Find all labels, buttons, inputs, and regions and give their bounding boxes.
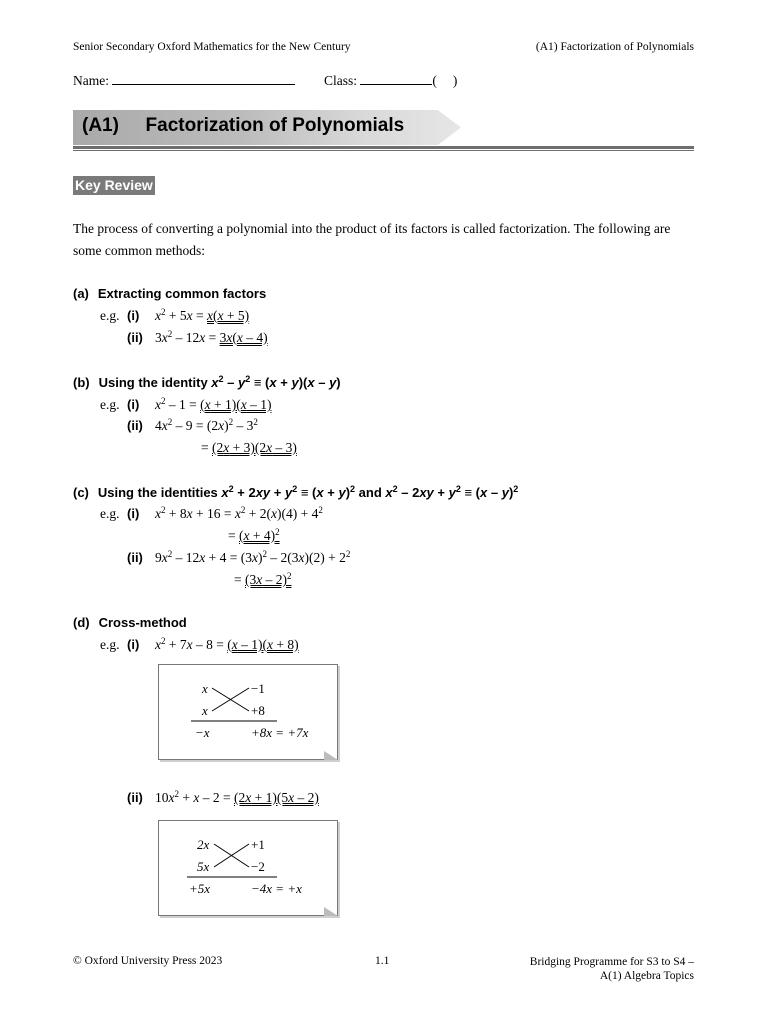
name-field [73,72,295,89]
section-a-title: Extracting common factors [97,286,267,301]
class-field [324,72,457,89]
eq-b-i: $x^2 - 1 = (x + 1)(x - 1)$ [155,396,272,412]
footer-copyright: © Oxford University Press 2023 [73,955,223,967]
name-blank [112,72,295,85]
intro-paragraph: The process of converting a polynomial into the product of its factors is called factorization. The following are some common methods: [73,221,671,258]
sub-c-ii: (ii) [127,550,143,565]
cross-method-box-2 [158,820,338,916]
cross1-bottom-right: +8 [251,703,265,718]
cross-method-box-1 [158,664,338,760]
cross2-x-lines [159,821,337,915]
eq-b-ii: $4x^2 - 9 = (2x)^2 - 3^2$ [155,417,258,433]
cross1-x-lines [159,665,337,759]
page-title [82,115,404,137]
eq-a-ii: $3x^2 - 12x = 3x(x - 4)$ [155,329,268,345]
cross1-sum-right: +8x = +7x [251,725,309,740]
sub-b-ii: (ii) [127,418,143,433]
section-b-label: (b) [73,375,90,390]
class-no-close: ) [452,73,458,88]
sub-b-i: (i) [127,397,140,412]
section-b-title: Using the identity [98,375,212,390]
section-c-label: (c) [73,485,89,500]
eq-d-i: $x^2 + 7x - 8 = (x - 1)(x + 8)$ [155,636,299,652]
running-header-chapter: (A1) Factorization of Polynomials [535,41,694,53]
section-c-heading: (c) Using the identities $x^2 + 2xy + y^2 \equiv (x + y)^2$ and $x^2 - 2xy + y^2 \equiv (x - y)^2$ [73,484,519,500]
section-c-title: Using the identities [97,485,222,500]
footer-series-line2: A(1) Algebra Topics [599,970,694,982]
cross1-top-left: x [202,681,208,696]
title-code: (A1) [82,115,119,136]
key-review-label: Key Review [75,177,153,193]
cross1-sum-left: −x [195,725,210,740]
page-number: 1.1 [375,955,390,967]
footer-series [530,955,694,983]
eq-c-ii-step: = (3x – 2)$^2$ [234,571,292,587]
title-rule-thin [73,150,694,151]
sub-a-i: (i) [127,308,140,323]
cross1-top-right: −1 [251,681,265,696]
cross2-bottom-right: −2 [251,859,265,874]
eg-c: e.g. [100,506,120,521]
title-text: Factorization of Polynomials [145,115,405,136]
cross2-sum-right: −4x = +x [251,881,302,896]
cross2-top-left: 2x [197,837,210,852]
eq-c-ii: $9x^2 - 12x + 4 = (3x)^2 - 2(3x)(2) + 2^2$ [155,549,351,565]
eg-a: e.g. [100,308,120,323]
footer-series-line1: Bridging Programme for S3 to S4 – [529,956,694,968]
eg-b: e.g. [100,397,120,412]
cross2-bottom-left: 5x [197,859,210,874]
section-a-label: (a) [73,286,89,301]
cross2-sum-left: +5x [189,881,211,896]
eq-b-ii-step: = (2x + 3)(2x – 3) [201,440,297,455]
section-a-heading [73,286,266,301]
cross2-top-right: +1 [251,837,265,852]
section-d-title: Cross-method [98,615,187,630]
sub-d-ii: (ii) [127,790,143,805]
class-blank [360,72,432,85]
name-label: Name: [73,73,109,88]
eq-c-i: $x^2 + 8x + 16 = x^2 + 2(x)(4) + 4^2$ [155,505,323,521]
sub-c-i: (i) [127,506,140,521]
cross1-bottom-left: x [202,703,208,718]
class-label: Class: [324,73,358,88]
sub-d-i: (i) [127,637,140,652]
eq-c-i-step: = $(x + 4)^2$ [228,527,280,543]
title-rule [73,146,694,149]
section-d-label: (d) [73,615,90,630]
section-b-heading: (b) Using the identity $x^2 - y^2 \equiv (x + y)(x - y)$ [73,374,341,390]
eq-a-i: $x^2 + 5x = x(x + 5)$ [155,307,250,323]
sub-a-ii: (ii) [127,330,143,345]
eq-d-ii: $10x^2 + x - 2 = (2x + 1)(5x - 2)$ [155,789,319,805]
eg-d: e.g. [100,637,120,652]
class-no-open: ( [432,73,437,88]
section-c-and: and [355,485,386,500]
running-header-book: Senior Secondary Oxford Mathematics for the New Century [73,41,351,53]
section-d-heading [73,615,187,630]
